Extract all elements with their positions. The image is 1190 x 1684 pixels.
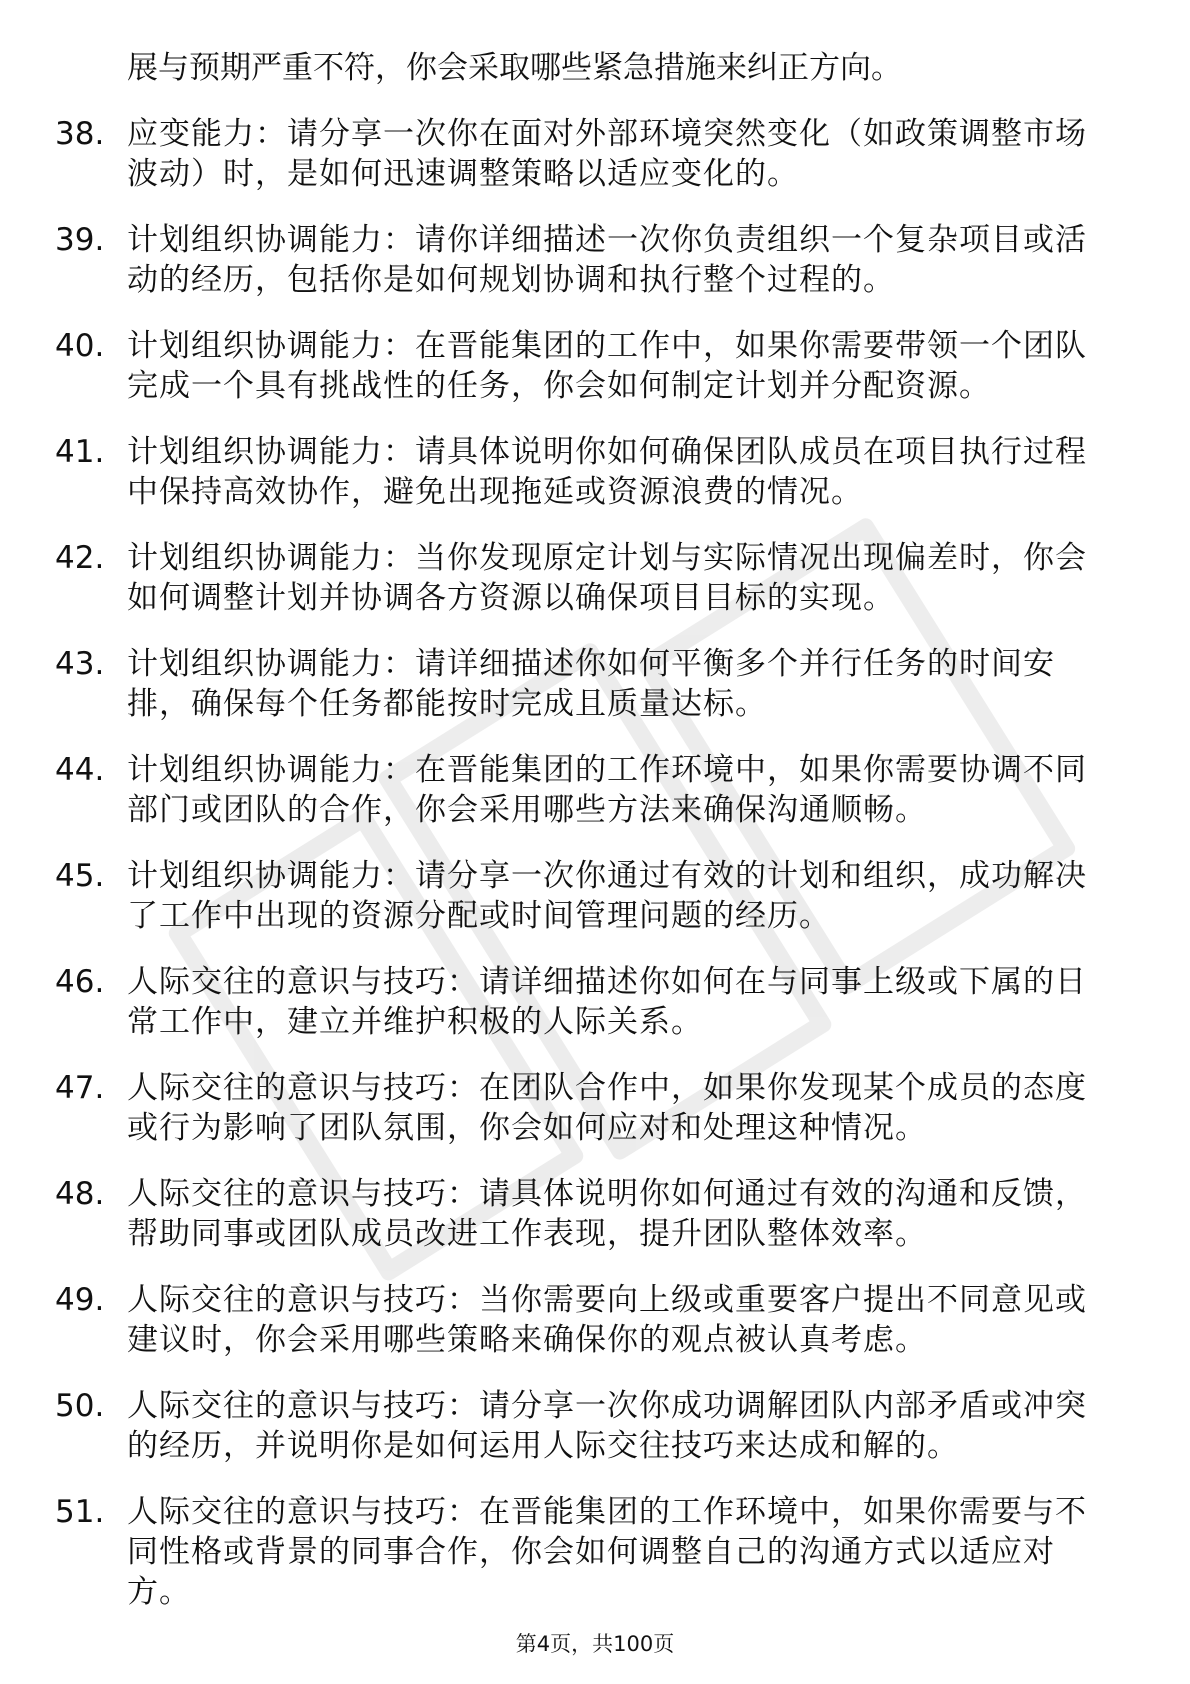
question-text: 计划组织协调能力：请详细描述你如何平衡多个并行任务的时间安排，确保每个任务都能按时完成且质量达标。 xyxy=(127,646,1055,722)
question-text: 应变能力：请分享一次你在面对外部环境突然变化（如政策调整市场波动）时，是如何迅速调整策略以适应变化的。 xyxy=(127,116,1087,192)
question-item xyxy=(55,114,1115,194)
question-text: 人际交往的意识与技巧：请具体说明你如何通过有效的沟通和反馈，帮助同事或团队成员改进工作表现，提升团队整体效率。 xyxy=(127,1176,1087,1252)
question-item xyxy=(55,1492,1115,1612)
question-item xyxy=(55,1386,1115,1466)
document-body xyxy=(55,48,1115,1638)
question-text: 人际交往的意识与技巧：请分享一次你成功调解团队内部矛盾或冲突的经历，并说明你是如何运用人际交往技巧来达成和解的。 xyxy=(127,1388,1087,1464)
question-item xyxy=(55,538,1115,618)
question-text: 计划组织协调能力：当你发现原定计划与实际情况出现偏差时，你会如何调整计划并协调各方资源以确保项目目标的实现。 xyxy=(127,540,1087,616)
question-item xyxy=(55,432,1115,512)
question-item xyxy=(55,856,1115,936)
question-item xyxy=(55,1174,1115,1254)
question-number: 39. xyxy=(55,222,105,258)
question-text: 人际交往的意识与技巧：在团队合作中，如果你发现某个成员的态度或行为影响了团队氛围，你会如何应对和处理这种情况。 xyxy=(127,1070,1087,1146)
question-text: 计划组织协调能力：请具体说明你如何确保团队成员在项目执行过程中保持高效协作，避免出现拖延或资源浪费的情况。 xyxy=(127,434,1087,510)
question-number: 51. xyxy=(55,1494,105,1530)
question-number: 42. xyxy=(55,540,105,576)
page-number-footer: 第4页，共100页 xyxy=(515,1632,675,1656)
question-text: 计划组织协调能力：在晋能集团的工作中，如果你需要带领一个团队完成一个具有挑战性的任务，你会如何制定计划并分配资源。 xyxy=(127,328,1087,404)
question-number: 50. xyxy=(55,1388,105,1424)
question-number: 48. xyxy=(55,1176,105,1212)
question-item xyxy=(55,326,1115,406)
question-number: 49. xyxy=(55,1282,105,1318)
continuation-text: 展与预期严重不符，你会采取哪些紧急措施来纠正方向。 xyxy=(127,50,902,86)
question-item xyxy=(55,962,1115,1042)
question-item xyxy=(55,1068,1115,1148)
question-number: 40. xyxy=(55,328,105,364)
question-item xyxy=(55,750,1115,830)
question-text: 计划组织协调能力：在晋能集团的工作环境中，如果你需要协调不同部门或团队的合作，你会采用哪些方法来确保沟通顺畅。 xyxy=(127,752,1087,828)
question-number: 47. xyxy=(55,1070,105,1106)
question-text: 计划组织协调能力：请分享一次你通过有效的计划和组织，成功解决了工作中出现的资源分配或时间管理问题的经历。 xyxy=(127,858,1087,934)
question-item xyxy=(55,644,1115,724)
question-text: 人际交往的意识与技巧：当你需要向上级或重要客户提出不同意见或建议时，你会采用哪些策略来确保你的观点被认真考虑。 xyxy=(127,1282,1087,1358)
question-number: 45. xyxy=(55,858,105,894)
question-text: 计划组织协调能力：请你详细描述一次你负责组织一个复杂项目或活动的经历，包括你是如何规划协调和执行整个过程的。 xyxy=(127,222,1087,298)
question-item xyxy=(55,220,1115,300)
question-number: 44. xyxy=(55,752,105,788)
question-text: 人际交往的意识与技巧：请详细描述你如何在与同事上级或下属的日常工作中，建立并维护积极的人际关系。 xyxy=(127,964,1087,1040)
question-text: 人际交往的意识与技巧：在晋能集团的工作环境中，如果你需要与不同性格或背景的同事合作，你会如何调整自己的沟通方式以适应对方。 xyxy=(127,1494,1087,1610)
question-number: 41. xyxy=(55,434,105,470)
question-number: 43. xyxy=(55,646,105,682)
question-item xyxy=(55,1280,1115,1360)
question-number: 38. xyxy=(55,116,105,152)
question-number: 46. xyxy=(55,964,105,1000)
